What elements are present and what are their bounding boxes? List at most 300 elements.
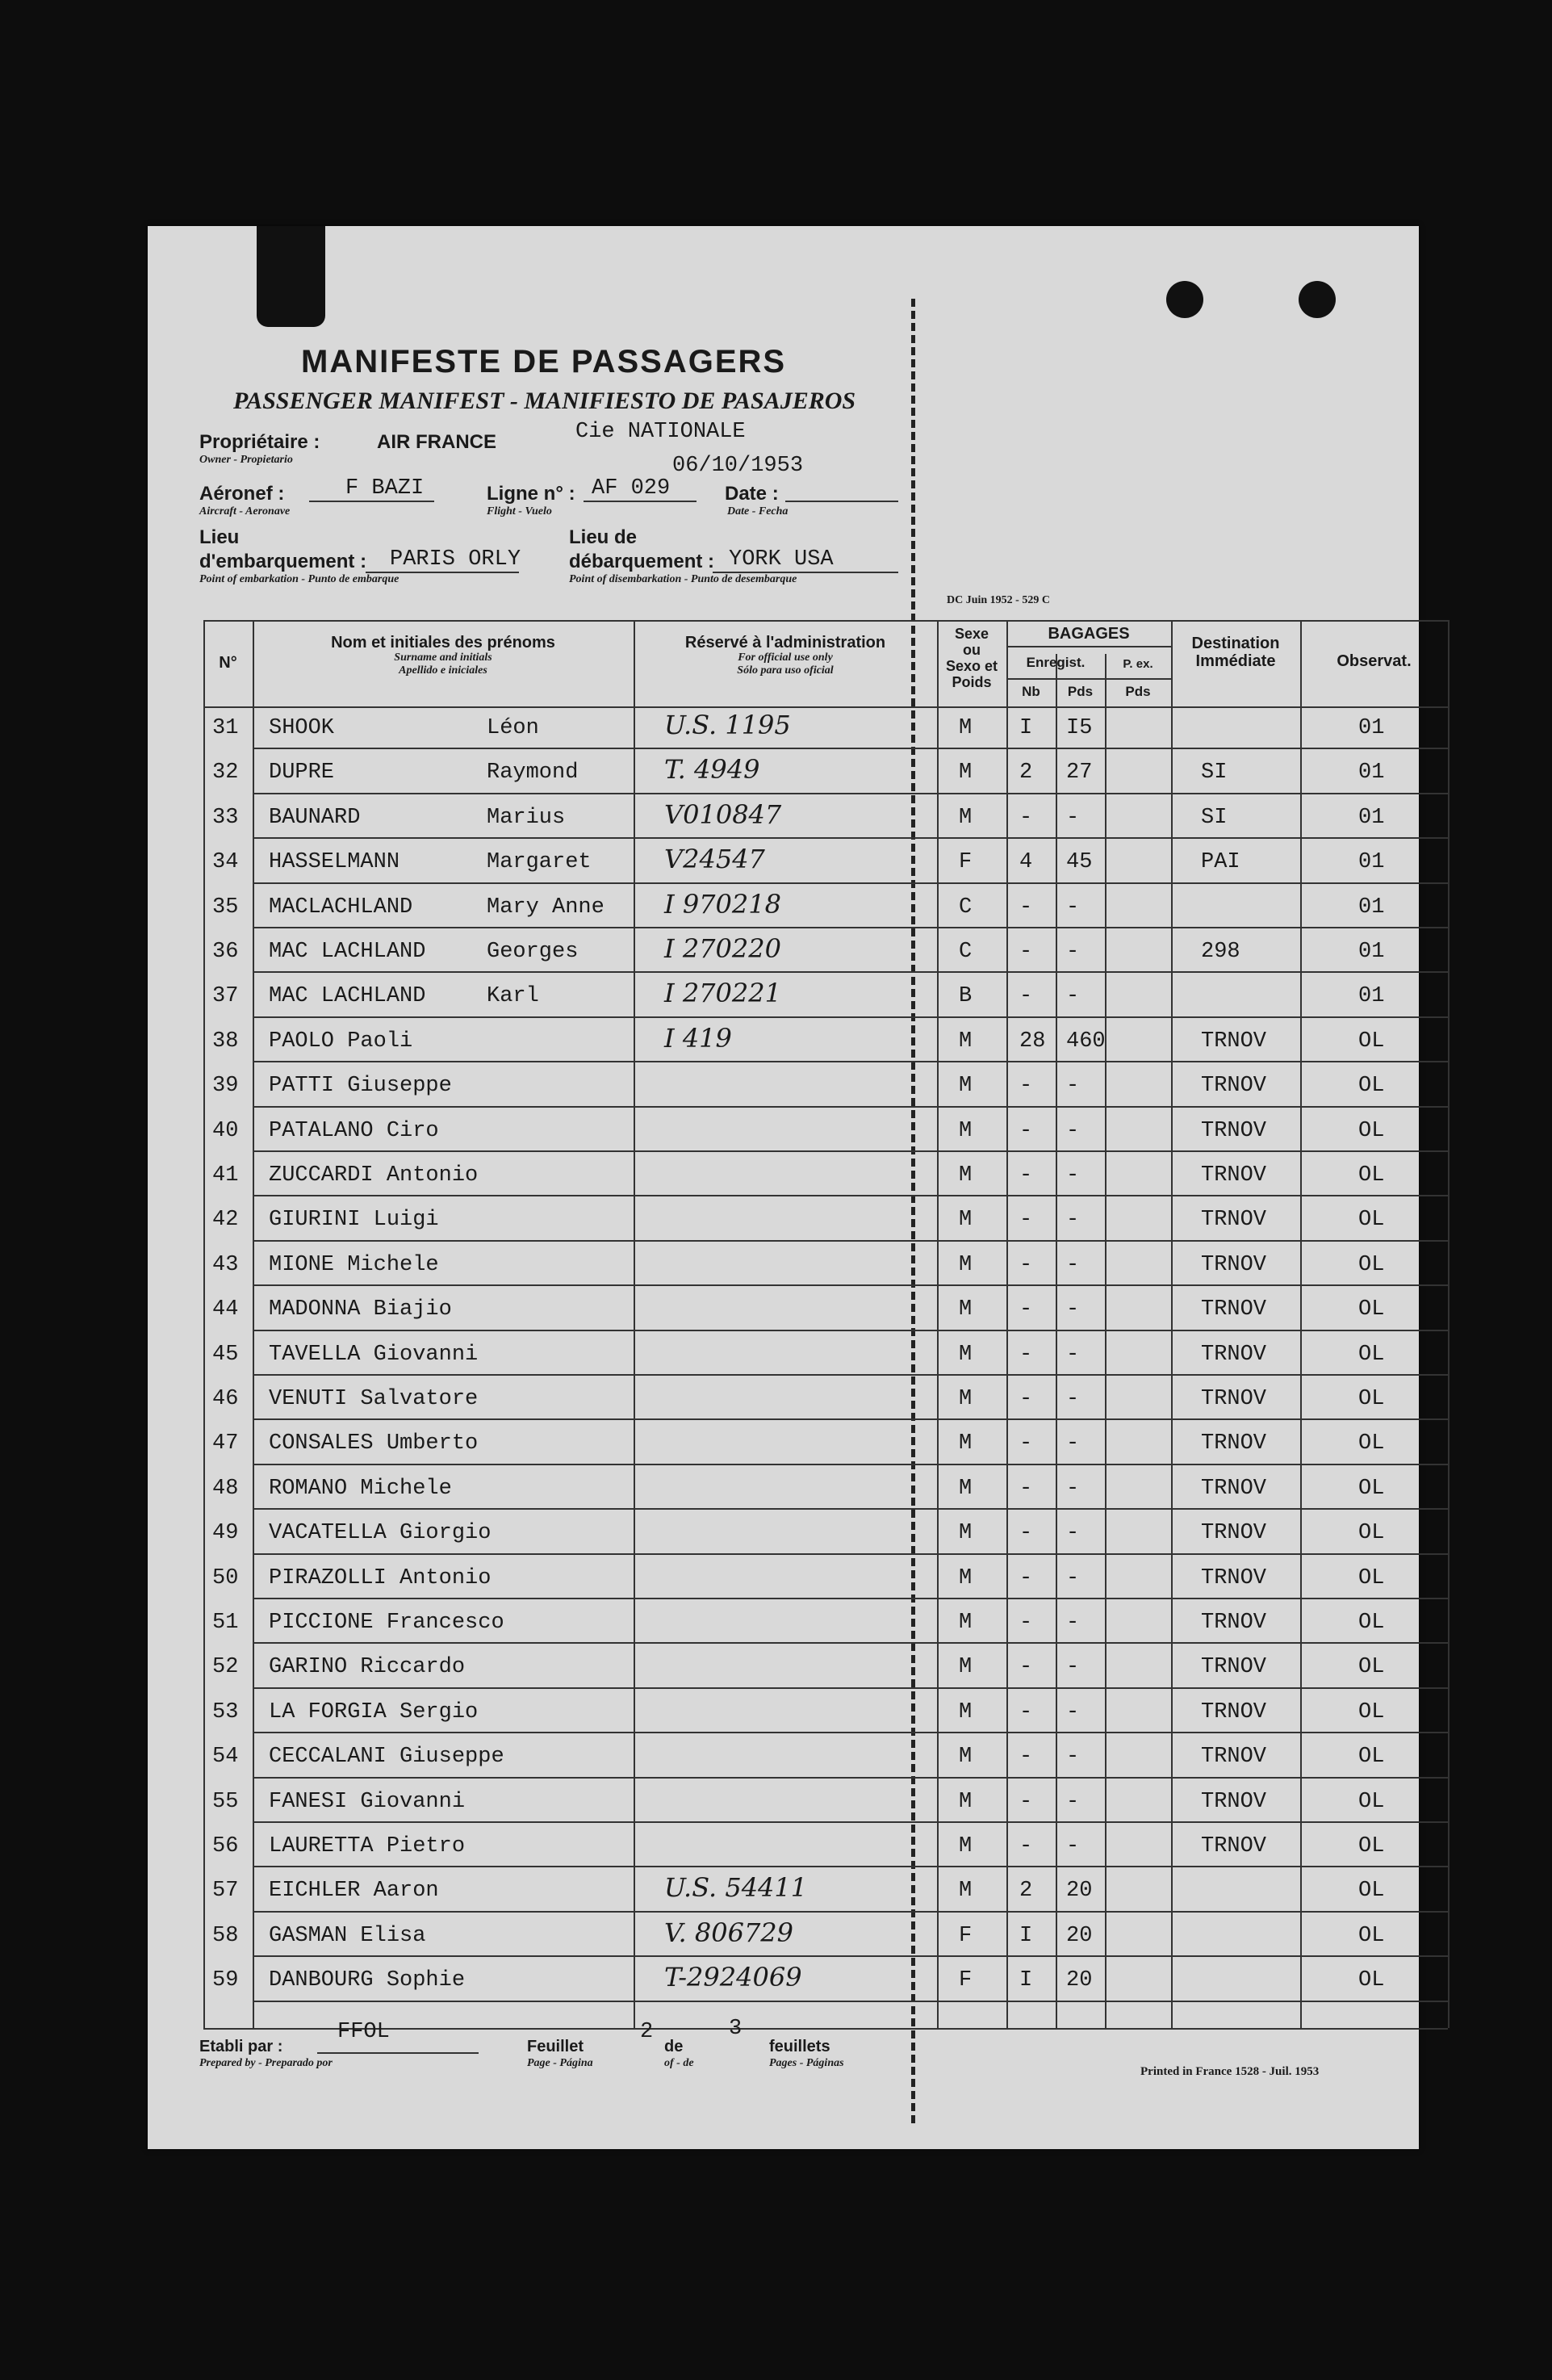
sheets-label: feuillets [769,2038,830,2055]
row-rule-right [937,1642,1448,1644]
header-sex-l3: Sexo et [945,658,998,674]
header-destination-l2: Immédiate [1195,652,1276,670]
row-rule-right [937,837,1448,839]
table-row [203,1021,1448,1064]
cell-admin: V24547 [664,844,765,875]
date-sublabel: Date - Fecha [727,505,789,517]
cell-destination: TRNOV [1201,1699,1267,1724]
row-rule-right [937,1464,1448,1465]
header-pds: Pds [1067,684,1094,699]
cell-remarks: OL [1358,1387,1385,1411]
cell-bag-count: - [1019,1655,1033,1680]
table-row [203,887,1448,930]
cell-no: 44 [212,1297,239,1322]
cell-sex: M [959,716,973,740]
cell-surname: SHOOK [269,716,335,740]
prepared-sublabel: Prepared by - Preparado por [199,2057,333,2069]
table-row [203,842,1448,885]
cell-bag-count: 4 [1019,850,1033,875]
row-rule-right [937,971,1448,973]
cell-bag-weight: 460 [1066,1029,1106,1054]
cell-firstname: Léon [487,716,539,740]
cell-destination: TRNOV [1201,1208,1267,1233]
header-cabin-pds: Pds [1125,684,1151,699]
row-rule [253,882,937,884]
date-line [785,501,898,502]
cell-surname: BAUNARD [269,805,361,830]
cell-surname: LA FORGIA Sergio [269,1699,479,1724]
cell-destination: TRNOV [1201,1163,1267,1188]
cell-bag-count: 28 [1019,1029,1046,1054]
row-rule [253,927,937,928]
disembark-line [713,572,898,573]
punch-hole-left [1166,281,1203,318]
cell-admin: V. 806729 [664,1917,794,1948]
row-rule-right [937,1598,1448,1599]
table-row [203,1692,1448,1735]
cell-destination: PAI [1201,850,1240,875]
cell-destination: TRNOV [1201,1789,1267,1814]
cell-no: 50 [212,1565,239,1590]
cell-bag-weight: - [1066,1834,1080,1858]
disembark-sublabel: Point of disembarkation - Punto de desembarque [569,573,797,585]
cell-destination: 298 [1201,940,1240,964]
table-row [203,752,1448,795]
table-row [203,1469,1448,1511]
cell-surname: VACATELLA Giorgio [269,1521,492,1546]
cell-bag-count: - [1019,940,1033,964]
cell-surname: PATTI Giuseppe [269,1074,452,1099]
header-destination [1171,635,1300,670]
embark-line [366,572,519,573]
cell-no: 37 [212,984,239,1009]
table-row [203,1245,1448,1288]
cell-bag-count: I [1019,1968,1033,1993]
row-rule-right [937,1866,1448,1867]
row-rule [253,1016,937,1018]
row-rule-right [937,1284,1448,1286]
cell-bag-weight: 20 [1066,1879,1093,1904]
cell-no: 36 [212,940,239,964]
row-rule-right [937,1418,1448,1420]
cell-surname: CONSALES Umberto [269,1431,479,1456]
cell-bag-count: - [1019,1476,1033,1501]
cell-sex: M [959,1521,973,1546]
cell-bag-count: - [1019,1834,1033,1858]
cell-no: 38 [212,1029,239,1054]
cell-remarks: OL [1358,1879,1385,1904]
cell-remarks: OL [1358,1163,1385,1188]
cell-remarks: 01 [1358,940,1385,964]
cell-no: 56 [212,1834,239,1858]
cell-sex: M [959,1208,973,1233]
cell-sex: B [959,984,973,1009]
cell-bag-weight: - [1066,1387,1080,1411]
row-rule-right [937,1732,1448,1733]
table-row [203,1335,1448,1377]
row-rule [253,1464,937,1465]
cell-remarks: OL [1358,1431,1385,1456]
cell-admin: I 419 [664,1022,732,1054]
cell-sex: F [959,1923,973,1948]
cell-bag-count: - [1019,1297,1033,1322]
cell-bag-count: - [1019,1252,1033,1277]
sheets-sublabel: Pages - Páginas [769,2057,844,2069]
cell-admin: I 970218 [664,888,781,920]
header-sex [937,626,1006,690]
row-rule-right [937,2001,1448,2002]
cell-surname: PIRAZOLLI Antonio [269,1565,492,1590]
cell-surname: GIURINI Luigi [269,1208,439,1233]
embark-label-line2: d'embarquement : [199,551,367,572]
cell-sex: M [959,761,973,786]
cell-destination: TRNOV [1201,1074,1267,1099]
table-top-border [203,620,1448,622]
cell-destination: TRNOV [1201,1118,1267,1143]
cell-surname: FANESI Giovanni [269,1789,466,1814]
cell-firstname: Georges [487,940,579,964]
cell-destination: TRNOV [1201,1387,1267,1411]
aircraft-line [309,501,434,502]
cell-bag-weight: 20 [1066,1968,1093,1993]
row-rule-right [937,882,1448,884]
cell-bag-weight: - [1066,1342,1080,1367]
cell-no: 31 [212,716,239,740]
cell-remarks: OL [1358,1699,1385,1724]
cell-destination: TRNOV [1201,1745,1267,1770]
cell-no: 33 [212,805,239,830]
row-rule [253,1284,937,1286]
cell-remarks: OL [1358,1297,1385,1322]
table-bottom-border [203,2028,1448,2030]
row-rule-right [937,927,1448,928]
row-rule-right [937,1687,1448,1689]
cell-surname: TAVELLA Giovanni [269,1342,479,1367]
cell-remarks: OL [1358,1074,1385,1099]
cell-sex: M [959,1163,973,1188]
cell-destination: TRNOV [1201,1342,1267,1367]
aircraft-sublabel: Aircraft - Aeronave [199,505,291,517]
table-row [203,1782,1448,1825]
table-row [203,1737,1448,1779]
header-admin-sub2: Sólo para uso oficial [737,664,834,677]
row-rule [253,1150,937,1152]
cell-admin: U.S. 1195 [664,710,791,740]
of-value: 3 [729,2017,743,2041]
cell-no: 54 [212,1745,239,1770]
row-rule-right [937,1106,1448,1108]
embark-label-line1: Lieu [199,526,240,548]
cell-no: 46 [212,1387,239,1411]
row-rule [253,1911,937,1913]
header-sex-l1: Sexe [954,626,989,642]
prepared-line [317,2052,479,2054]
cell-bag-weight: - [1066,1789,1080,1814]
cell-no: 49 [212,1521,239,1546]
cell-no: 35 [212,895,239,920]
cell-remarks: OL [1358,1208,1385,1233]
cell-destination: TRNOV [1201,1565,1267,1590]
cell-remarks: OL [1358,1342,1385,1367]
cell-remarks: 01 [1358,761,1385,786]
sheet-sublabel: Page - Página [527,2057,593,2069]
cell-bag-weight: - [1066,1297,1080,1322]
cell-bag-count: 2 [1019,1879,1033,1904]
cell-no: 42 [212,1208,239,1233]
cell-no: 47 [212,1431,239,1456]
cell-no: 43 [212,1252,239,1277]
row-rule-right [937,748,1448,749]
cell-bag-weight: I5 [1066,716,1093,740]
owner-label: Propriétaire : [199,431,320,453]
cell-destination: TRNOV [1201,1431,1267,1456]
sheet-label: Feuillet [527,2038,584,2055]
cell-sex: F [959,850,973,875]
cell-bag-count: - [1019,1208,1033,1233]
cell-bag-weight: 27 [1066,761,1093,786]
cell-remarks: 01 [1358,984,1385,1009]
table-row [203,1155,1448,1198]
cell-bag-count: - [1019,1163,1033,1188]
header-admin-sub1: For official use only [738,652,833,664]
table-row [203,976,1448,1019]
cell-bag-weight: - [1066,1118,1080,1143]
row-rule [253,1732,937,1733]
flight-line [584,501,697,502]
punch-hole-right [1299,281,1336,318]
cell-bag-weight: - [1066,1699,1080,1724]
table-row [203,932,1448,974]
cell-bag-count: - [1019,1789,1033,1814]
binding-tab [257,226,325,327]
flight-date: 06/10/1953 [672,454,804,478]
form-title: MANIFESTE DE PASSAGERS [301,344,787,379]
cell-bag-count: - [1019,984,1033,1009]
col-border-right [1448,620,1450,2028]
cell-surname: ZUCCARDI Antonio [269,1163,479,1188]
table-row [203,1200,1448,1242]
cell-surname: MADONNA Biajio [269,1297,452,1322]
date-label: Date : [725,483,779,505]
cell-destination: TRNOV [1201,1655,1267,1680]
cell-bag-count: - [1019,1387,1033,1411]
cell-no: 34 [212,850,239,875]
cell-bag-count: I [1019,1923,1033,1948]
cell-bag-count: - [1019,1611,1033,1635]
row-rule [253,1866,937,1867]
table-row [203,1960,1448,2003]
disembark-label-line1: Lieu de [569,526,638,548]
row-rule [253,1598,937,1599]
cell-bag-weight: - [1066,805,1080,830]
cell-sex: C [959,895,973,920]
table-row [203,1603,1448,1645]
row-rule [253,1106,937,1108]
cell-sex: M [959,1655,973,1680]
table-row [203,1066,1448,1108]
table-row [203,1289,1448,1332]
row-rule-right [937,1016,1448,1018]
cell-sex: M [959,1565,973,1590]
header-name-sub1: Surname and initials [394,652,492,664]
cell-remarks: 01 [1358,805,1385,830]
row-rule-right [937,1553,1448,1555]
row-rule [253,1195,937,1196]
row-rule-right [937,1150,1448,1152]
cell-sex: M [959,1118,973,1143]
table-row [203,1647,1448,1690]
cell-destination: TRNOV [1201,1476,1267,1501]
cell-no: 55 [212,1789,239,1814]
checked-header-rule [1006,678,1171,680]
row-rule [253,1240,937,1242]
cell-bag-count: - [1019,1521,1033,1546]
cell-surname: VENUTI Salvatore [269,1387,479,1411]
cell-sex: M [959,1789,973,1814]
header-checked: Enregist. [1026,655,1086,670]
cell-remarks: OL [1358,1252,1385,1277]
cell-bag-weight: - [1066,1074,1080,1099]
row-rule [253,2001,937,2002]
table-row [203,1423,1448,1466]
row-rule [253,971,937,973]
cell-sex: M [959,1879,973,1904]
cell-bag-count: I [1019,716,1033,740]
cell-destination: TRNOV [1201,1252,1267,1277]
cell-surname: GASMAN Elisa [269,1923,426,1948]
cell-destination: TRNOV [1201,1611,1267,1635]
baggage-header-rule [1006,646,1171,647]
cell-surname: EICHLER Aaron [269,1879,439,1904]
cell-no: 41 [212,1163,239,1188]
cell-sex: M [959,1252,973,1277]
cell-bag-weight: - [1066,1208,1080,1233]
header-baggage: BAGAGES [1048,625,1130,643]
row-rule [253,1642,937,1644]
cell-sex: M [959,1342,973,1367]
row-rule-right [937,793,1448,794]
cell-remarks: OL [1358,1834,1385,1858]
cell-surname: DUPRE [269,761,335,786]
cell-bag-weight: - [1066,1655,1080,1680]
cell-surname: HASSELMANN [269,850,400,875]
disembark-label-line2: débarquement : [569,551,715,572]
owner-value: AIR FRANCE [377,431,496,453]
cell-admin: I 270221 [664,978,781,1009]
of-label: de [664,2038,684,2055]
cell-bag-weight: - [1066,1252,1080,1277]
header-name-label: Nom et initiales des prénoms [331,634,555,652]
row-rule [253,1418,937,1420]
cell-remarks: OL [1358,1923,1385,1948]
cell-surname: LAURETTA Pietro [269,1834,466,1858]
cell-firstname: Marius [487,805,566,830]
cell-surname: PATALANO Ciro [269,1118,439,1143]
prepared-value: FFOL [337,2020,390,2044]
aircraft-value: F BAZI [345,476,425,501]
cell-sex: M [959,1431,973,1456]
row-rule-right [937,1821,1448,1823]
row-rule [253,1508,937,1510]
row-rule-right [937,1061,1448,1062]
cell-admin: T-2924069 [664,1962,802,1993]
cell-destination: TRNOV [1201,1297,1267,1322]
cell-firstname: Margaret [487,850,592,875]
table-row [203,1916,1448,1959]
header-cabin: P. ex. [1123,657,1153,671]
header-admin-label: Réservé à l'administration [684,634,886,652]
cell-bag-weight: 20 [1066,1923,1093,1948]
cell-sex: M [959,1476,973,1501]
cell-admin: T. 4949 [664,754,760,786]
header-no: N° [219,654,237,672]
cell-bag-count: - [1019,1118,1033,1143]
disembark-value: YORK USA [729,547,834,572]
row-rule [253,1553,937,1555]
cell-bag-weight: - [1066,1611,1080,1635]
owner-sublabel: Owner - Propietario [199,454,293,466]
cell-surname: MAC LACHLAND [269,984,426,1009]
manifest-sheet [148,226,1419,2149]
cell-bag-weight: - [1066,940,1080,964]
cell-remarks: OL [1358,1745,1385,1770]
cell-destination: TRNOV [1201,1834,1267,1858]
cell-bag-count: - [1019,1699,1033,1724]
header-name [253,634,634,677]
embark-sublabel: Point of embarkation - Punto de embarque [199,573,400,585]
cell-bag-weight: - [1066,1431,1080,1456]
cell-surname: GARINO Riccardo [269,1655,466,1680]
table-row [203,798,1448,840]
cell-sex: M [959,1699,973,1724]
row-rule-right [937,1330,1448,1331]
row-rule-right [937,1508,1448,1510]
cell-no: 57 [212,1879,239,1904]
cell-bag-count: 2 [1019,761,1033,786]
row-rule-right [937,1911,1448,1913]
cell-bag-count: - [1019,1565,1033,1590]
cell-remarks: OL [1358,1655,1385,1680]
row-rule [253,793,937,794]
cell-remarks: OL [1358,1968,1385,1993]
cell-bag-count: - [1019,1342,1033,1367]
cell-bag-weight: - [1066,984,1080,1009]
cell-surname: MIONE Michele [269,1252,439,1277]
header-nb: Nb [1022,684,1040,699]
table-row [203,1379,1448,1422]
header-remarks: Observat. [1337,652,1412,670]
table-row [203,708,1448,751]
flight-value: AF 029 [592,476,671,501]
row-rule [253,1374,937,1376]
cell-sex: F [959,1968,973,1993]
cell-no: 32 [212,761,239,786]
form-reference: DC Juin 1952 - 529 C [947,594,1050,606]
cell-sex: M [959,805,973,830]
cell-sex: M [959,1745,973,1770]
table-row [203,1513,1448,1556]
cell-no: 51 [212,1611,239,1635]
cell-bag-count: - [1019,805,1033,830]
cell-firstname: Raymond [487,761,579,786]
cell-no: 59 [212,1968,239,1993]
row-rule-right [937,1195,1448,1196]
cell-surname: MAC LACHLAND [269,940,426,964]
cell-surname: ROMANO Michele [269,1476,452,1501]
row-rule-right [937,1955,1448,1957]
printer-note: Printed in France 1528 - Juil. 1953 [1140,2065,1320,2078]
cell-firstname: Karl [487,984,539,1009]
